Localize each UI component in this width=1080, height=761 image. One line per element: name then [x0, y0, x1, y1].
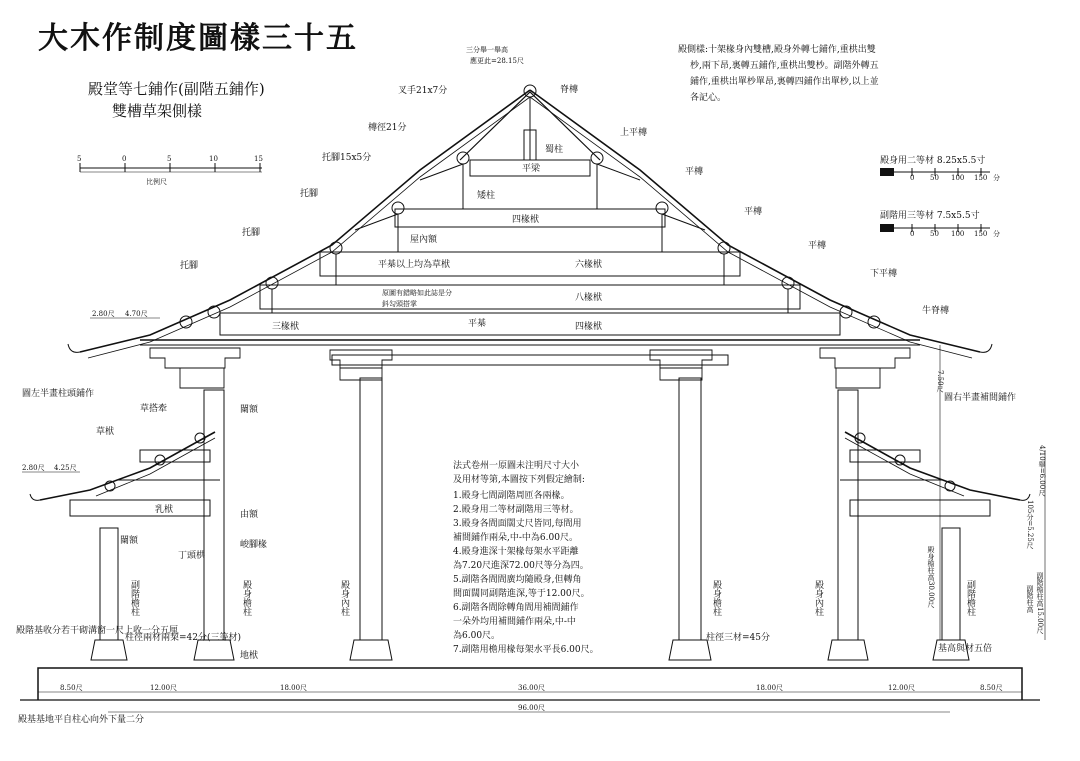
- label-caofu: 草栿: [96, 427, 115, 437]
- label-tuo-zhu: 矮柱: [477, 191, 496, 201]
- scale-tick: 10: [209, 155, 218, 163]
- vlabel-fujie-yanzhu: 副階檐柱: [129, 580, 139, 616]
- label-pinggong: 平棊以上均為草栿: [378, 260, 451, 270]
- note-line: 6.副階各間除轉角間用補間鋪作: [453, 603, 579, 613]
- label-ba-chuan: 八椽栿: [575, 293, 603, 303]
- label-tuojiao-size: 托腳15x5分: [322, 153, 372, 163]
- label-lan-e-2: 闌額: [120, 536, 139, 546]
- dim-vertical: 7.50尺: [936, 370, 944, 393]
- label-tuojiao: 托腳: [180, 261, 199, 271]
- dim-vertical: 副階檐柱高15.00尺: [1036, 572, 1044, 635]
- struts: [272, 97, 788, 313]
- label-ping-tuo: 平槫: [808, 241, 827, 251]
- legend-label: 副階用三等材 7.5x5.5寸: [880, 211, 980, 221]
- label-tuo-diameter: 槫徑21分: [368, 123, 407, 133]
- dim-label: 2.80尺: [92, 310, 115, 318]
- legend-tick: 150: [974, 174, 988, 182]
- assumption-notes: [453, 459, 599, 655]
- label-ping-liang: 平梁: [522, 164, 541, 174]
- label-rufu: 乳栿: [155, 505, 174, 515]
- scale-tick: 5: [77, 155, 82, 163]
- label-tuojiao: 托腳: [300, 189, 319, 199]
- label-shu-zhu: 蜀柱: [545, 145, 564, 155]
- dim-label: 4.25尺: [54, 464, 77, 472]
- label-base-height: 基高與材五倍: [938, 644, 993, 654]
- vertical-labels-right: [711, 579, 976, 617]
- legend-unit: 分: [993, 230, 1000, 238]
- aisle-roof-right: [840, 432, 1030, 516]
- legend-tick: 0: [910, 174, 915, 182]
- label-you-e: 由額: [240, 510, 259, 520]
- legend-tick: 100: [951, 230, 965, 238]
- label-san-chuan: 三椽栿: [272, 322, 300, 332]
- dim-label: 12.00尺: [150, 684, 178, 692]
- vlabel-dianshen-neizhu: 殿身內柱: [339, 580, 349, 616]
- label-ping-tuo: 平槫: [685, 167, 704, 177]
- scale-tick: 0: [122, 155, 127, 163]
- bracket-sets: [150, 348, 910, 388]
- vlabel-fujie-yanzhu: 副階檐柱: [965, 580, 975, 616]
- label-si-chuan: 四椽栿: [512, 215, 540, 225]
- label-caoqianfu: 草搭牽: [140, 404, 168, 414]
- scale-tick: 15: [254, 155, 263, 163]
- label-intercolumn-bracket: 圖右半畫補間鋪作: [944, 393, 1017, 403]
- note-line: 間面闊同副階進深,等于12.00尺。: [453, 589, 590, 599]
- material-legend-2: [880, 209, 1000, 238]
- legend-tick: 150: [974, 230, 988, 238]
- label-yuan-tu: 原圖有錯略如此誌是分: [382, 289, 452, 297]
- dim-label: 2.80尺: [22, 464, 45, 472]
- left-labels: [16, 84, 447, 725]
- label-tuojiao: 托腳: [242, 228, 261, 238]
- legend-tick: 50: [930, 174, 939, 182]
- label-dou-ba: 鈄勾頭搭掌: [382, 300, 417, 308]
- dim-label: 12.00尺: [888, 684, 916, 692]
- label-liu-chuan: 六椽栿: [575, 260, 603, 270]
- dim-vertical: 副階柱高: [1026, 585, 1034, 613]
- dim-label: 18.00尺: [280, 684, 308, 692]
- label-lan-e: 闌額: [240, 405, 259, 415]
- dim-vertical: 4/10舉=6.00尺: [1038, 445, 1046, 497]
- total-width: 96.00尺: [518, 704, 546, 712]
- scale-caption: 比例尺: [146, 178, 167, 186]
- dim-label: 4.70尺: [125, 310, 148, 318]
- beams: [140, 160, 920, 365]
- note-line: 2.殿身用二等材副階用三等材。: [453, 505, 579, 515]
- note-line: 杪,兩下昂,裏轉五鋪作,重栱出雙杪。副階外轉五: [690, 61, 879, 71]
- note-line: 及用材等第,本圖按下列假定繪制:: [453, 475, 585, 485]
- label-si-chuan-2: 四椽栿: [575, 322, 603, 332]
- drawing-title: 大木作制度圖樣三十五: [38, 21, 358, 56]
- note-line: 為7.20尺進深72.00尺等分為四。: [453, 561, 589, 571]
- label-chashou: 叉手21x7分: [398, 86, 448, 96]
- dim-label: 18.00尺: [756, 684, 784, 692]
- vlabel-dianshen-yanzhu: 殿身檐柱: [241, 580, 251, 616]
- dim-vertical: 殿身檐柱高30.00尺: [927, 546, 935, 609]
- label-ping-qi: 平棊: [468, 319, 487, 329]
- material-legend-1: [880, 154, 1000, 182]
- note-line: 3.殿身各間面闊丈尺皆同,每間用: [453, 519, 582, 529]
- right-labels: [620, 126, 1046, 654]
- label-column-head-bracket: 圖左半畫柱頭鋪作: [22, 389, 95, 399]
- label-dingtou-gong: 丁頭栱: [178, 551, 206, 561]
- note-line: 5.副階各間間廣均隨殿身,但轉角: [453, 575, 582, 585]
- ridge-height-note-2: 應更此=28.15尺: [470, 57, 524, 65]
- note-line: 為6.00尺。: [453, 631, 501, 641]
- dim-label: 36.00尺: [518, 684, 546, 692]
- label-ping-tuo: 平槫: [744, 207, 763, 217]
- label-xia-ping: 下平槫: [870, 269, 898, 279]
- drawing-subtitle-2: 雙槽草架側樣: [112, 102, 203, 120]
- note-line: 殿側樣:十架椽身內雙槽,殿身外轉七鋪作,重栱出雙: [678, 45, 876, 55]
- dim-vertical: 105分=5.25尺: [1026, 500, 1034, 549]
- drawing-subtitle-1: 殿堂等七鋪作(副階五鋪作): [88, 80, 265, 98]
- bottom-dimensions: [60, 684, 1003, 712]
- vlabel-dianshen-neizhu: 殿身內柱: [813, 580, 823, 616]
- note-line: 各記心。: [690, 93, 727, 103]
- note-line: 4.殿身進深十架椽每架水平距離: [453, 547, 579, 557]
- note-line: 法式卷州一原圖未注明尺寸大小: [453, 461, 580, 471]
- ridge-height-note-1: 三分舉一舉高: [466, 46, 508, 54]
- label-suojiao: 峻腳椽: [240, 540, 268, 550]
- dim-label: 8.50尺: [60, 684, 83, 692]
- dim-label: 8.50尺: [980, 684, 1003, 692]
- label-ji-tuo: 脊槫: [560, 85, 579, 95]
- scale-bar: [77, 155, 263, 186]
- legend-tick: 50: [930, 230, 939, 238]
- label-difu: 地栿: [240, 651, 259, 661]
- label-shang-ping: 上平槫: [620, 128, 648, 138]
- legend-label: 殿身用二等材 8.25x5.5寸: [880, 156, 986, 166]
- label-wu-nei-e: 屋內額: [410, 235, 438, 245]
- note-line: 鋪作,重栱出單杪單昂,裏轉四鋪作出單杪,以上並: [690, 77, 879, 87]
- note-line: 補間鋪作兩朵,中-中為6.00尺。: [453, 533, 578, 543]
- center-labels: [272, 83, 602, 332]
- note-line: 1.殿身七間副階周匝各兩椽。: [453, 491, 570, 501]
- label-column-diameter-right: 柱徑三材=45分: [706, 633, 770, 643]
- label-niu-ji: 牛脊槫: [922, 306, 950, 316]
- vlabel-dianshen-yanzhu: 殿身檐柱: [711, 580, 721, 616]
- vertical-labels-left: [129, 579, 350, 617]
- note-line: 一朵外均用補間鋪作兩朵,中-中: [453, 617, 576, 627]
- construction-description: [678, 43, 879, 103]
- note-line: 7.副階用檐用椽每架水平長6.00尺。: [453, 645, 599, 655]
- label-base-note: 殿階基收分若干砌溝窗一尺上收一分五厘: [16, 626, 179, 636]
- legend-unit: 分: [993, 174, 1000, 182]
- legend-tick: 0: [910, 230, 915, 238]
- label-bottom-note: 殿基基地平自柱心向外下量二分: [18, 715, 145, 725]
- scale-tick: 5: [167, 155, 172, 163]
- legend-tick: 100: [951, 174, 965, 182]
- aisle-roof-left: [30, 432, 220, 516]
- label-column-diameter: 柱徑兩材兩栔=42分(三等材): [125, 633, 242, 643]
